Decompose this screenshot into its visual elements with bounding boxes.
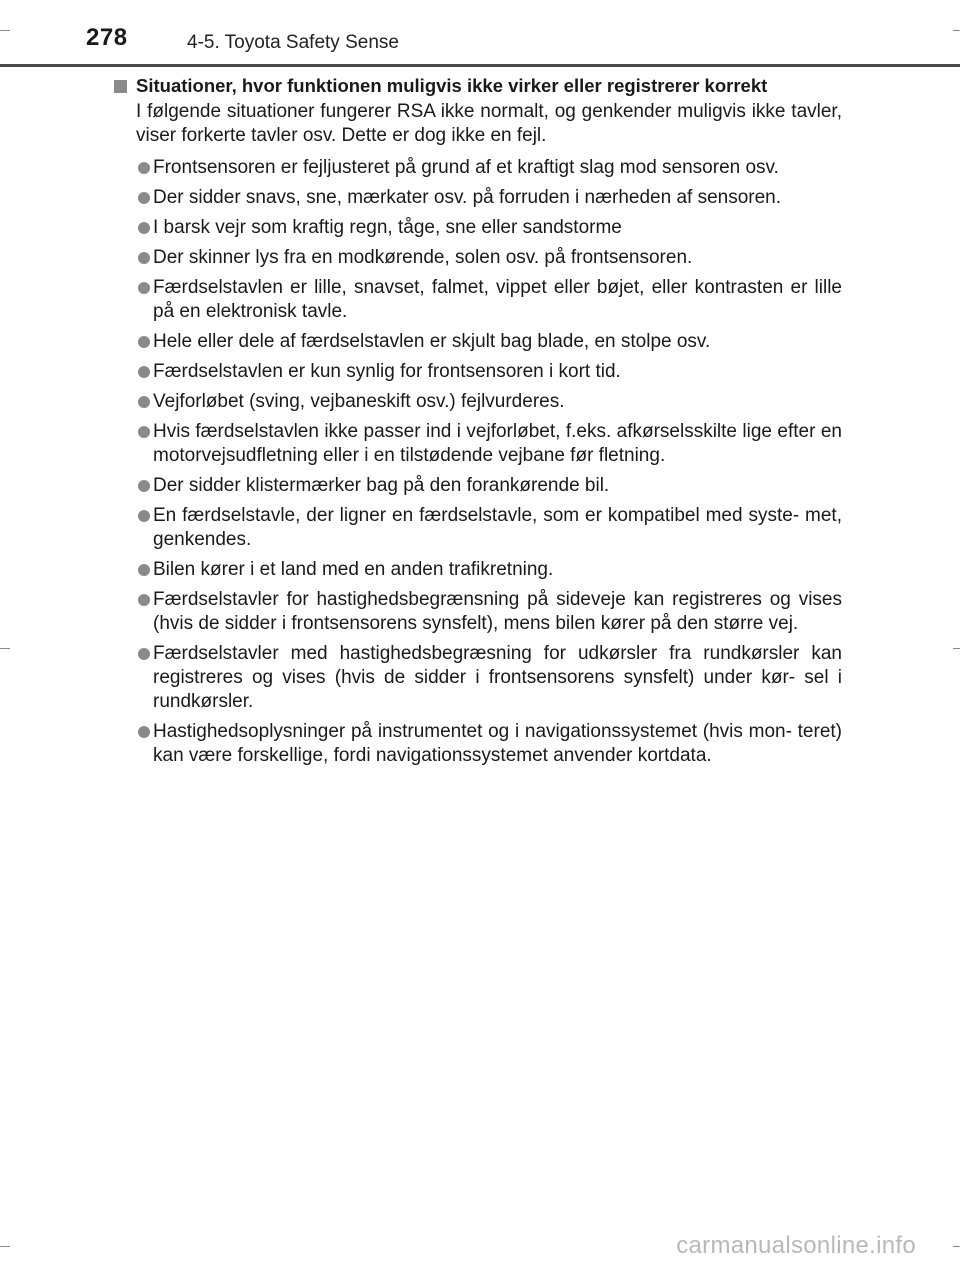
list-item — [114, 642, 842, 714]
circle-bullet-icon — [138, 648, 150, 660]
intro-paragraph: I følgende situationer fungerer RSA ikke normalt, og genkender muligvis ikke tavler, viser forkerte tavler osv. Dette er dog ikke en fejl. — [136, 101, 842, 146]
list-item-text: Der skinner lys fra en modkørende, solen osv. på frontsensoren. — [153, 247, 693, 268]
circle-bullet-icon — [138, 564, 150, 576]
circle-bullet-icon — [138, 282, 150, 294]
crop-mark — [0, 648, 10, 649]
circle-bullet-icon — [138, 252, 150, 264]
list-item-text: I barsk vejr som kraftig regn, tåge, sne eller sandstorme — [153, 217, 622, 238]
list-item-text: Vejforløbet (sving, vejbaneskift osv.) fejlvurderes. — [153, 391, 565, 412]
square-bullet-icon — [114, 80, 127, 93]
circle-bullet-icon — [138, 480, 150, 492]
circle-bullet-icon — [138, 510, 150, 522]
list-item — [114, 420, 842, 468]
circle-bullet-icon — [138, 162, 150, 174]
page-header — [0, 0, 960, 70]
circle-bullet-icon — [138, 426, 150, 438]
list-item-text: Hvis færdselstavlen ikke passer ind i vejforløbet, f.eks. afkørselsskilte lige efter en motorvejsudfletning eller i en tilstødende vejbane før fletning. — [153, 421, 842, 466]
list-item — [114, 558, 842, 582]
watermark: carmanualsonline.info — [676, 1232, 916, 1259]
list-item-text: Hele eller dele af færdselstavlen er skjult bag blade, en stolpe osv. — [153, 331, 711, 352]
page-number: 278 — [86, 24, 128, 51]
crop-mark — [0, 1246, 10, 1247]
list-item — [114, 156, 842, 180]
list-item — [114, 246, 842, 270]
circle-bullet-icon — [138, 222, 150, 234]
list-item — [114, 330, 842, 354]
circle-bullet-icon — [138, 726, 150, 738]
bullet-list — [114, 156, 842, 768]
list-item-text: Færdselstavlen er kun synlig for frontsensoren i kort tid. — [153, 361, 621, 382]
list-item-text: Hastighedsoplysninger på instrumentet og i navigationssystemet (hvis mon- teret) kan være forskellige, fordi navigationssystemet anvender kortdata. — [153, 721, 842, 766]
list-item — [114, 474, 842, 498]
circle-bullet-icon — [138, 336, 150, 348]
list-item — [114, 216, 842, 240]
list-item-text: En færdselstavle, der ligner en færdselstavle, som er kompatibel med syste- met, genkendes. — [153, 505, 842, 550]
header-rule — [0, 64, 960, 67]
circle-bullet-icon — [138, 594, 150, 606]
section-title: 4-5. Toyota Safety Sense — [187, 32, 399, 53]
list-item — [114, 720, 842, 768]
list-item-text: Færdselstavlen er lille, snavset, falmet, vippet eller bøjet, eller kontrasten er lille på en elektronisk tavle. — [153, 277, 842, 322]
list-item-text: Frontsensoren er fejljusteret på grund af et kraftigt slag mod sensoren osv. — [153, 157, 779, 178]
list-item — [114, 504, 842, 552]
section-heading-text: Situationer, hvor funktionen muligvis ikke virker eller registrerer korrekt — [136, 75, 768, 96]
list-item-text: Der sidder klistermærker bag på den forankørende bil. — [153, 475, 610, 496]
circle-bullet-icon — [138, 192, 150, 204]
crop-mark — [953, 1246, 960, 1247]
circle-bullet-icon — [138, 366, 150, 378]
list-item-text: Færdselstavler for hastighedsbegrænsning på sideveje kan registreres og vises (hvis de sidder i frontsensorens synsfelt), mens bilen kører på den større vej. — [153, 589, 842, 634]
section-heading — [114, 74, 842, 98]
list-item-text: Bilen kører i et land med en anden trafikretning. — [153, 559, 554, 580]
list-item — [114, 390, 842, 414]
list-item — [114, 276, 842, 324]
list-item — [114, 360, 842, 384]
list-item — [114, 186, 842, 210]
crop-mark — [953, 648, 960, 649]
list-item — [114, 588, 842, 636]
list-item-text: Færdselstavler med hastighedsbegræsning for udkørsler fra rundkørsler kan registreres og vises (hvis de sidder i frontsensorens synsfelt) under kør- sel i rundkørsler. — [153, 643, 842, 712]
circle-bullet-icon — [138, 396, 150, 408]
list-item-text: Der sidder snavs, sne, mærkater osv. på forruden i nærheden af sensoren. — [153, 187, 782, 208]
page-content — [114, 74, 842, 774]
